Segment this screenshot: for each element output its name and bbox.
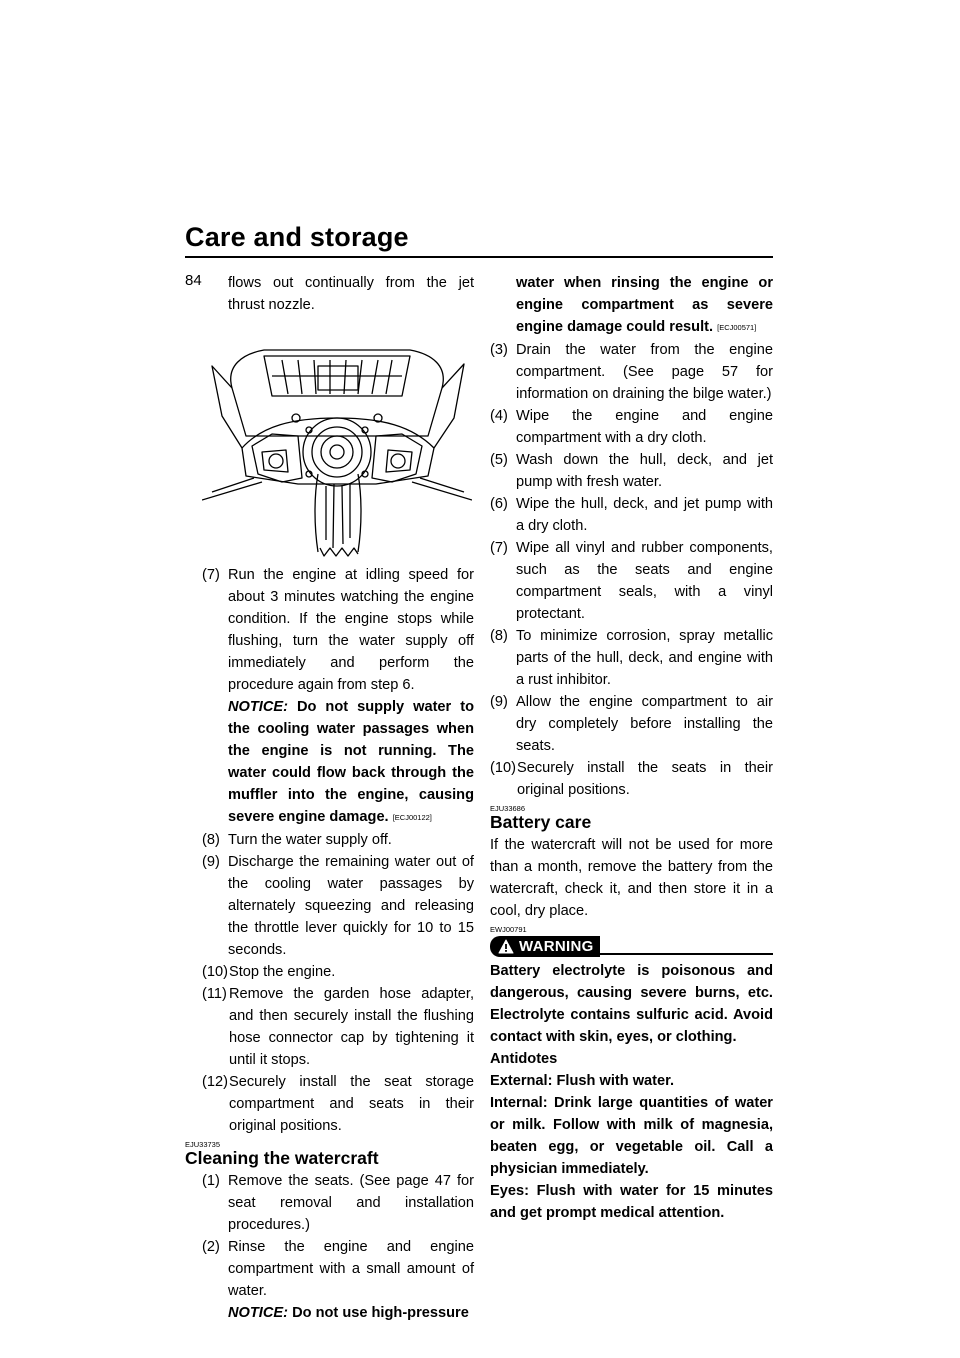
antidote-internal: Internal: Drink large quantities of water or milk. Follow with milk of magnesia, beaten egg, or vegetable oil. Call a physician immediately. xyxy=(490,1095,773,1177)
warning-badge xyxy=(490,936,600,957)
warning-header xyxy=(490,936,773,957)
notice-code: [ECJ00122] xyxy=(392,813,432,822)
page-title: Care and storage xyxy=(185,222,409,252)
cleaning-step-5 xyxy=(490,449,773,493)
step-number: (8) xyxy=(202,832,220,848)
step-text: Securely install the seat storage compartment and seats in their original positions. xyxy=(229,1074,474,1134)
step-text: Wipe the engine and engine compartment with a dry cloth. xyxy=(516,408,773,446)
step-number: (8) xyxy=(490,628,508,644)
cleaning-step-10 xyxy=(490,757,773,801)
section-ref-code: EJU33686 xyxy=(490,804,526,813)
notice-text: Do not supply water to the cooling water passages when the engine is not running. The water could flow back through the muffler into the engine, causing severe engine damage. xyxy=(228,699,474,825)
step-text: Stop the engine. xyxy=(229,964,336,980)
section-ref-code: EJU33735 xyxy=(185,1140,221,1149)
cleaning-step-3 xyxy=(490,339,773,405)
step-10 xyxy=(202,961,474,983)
step-8 xyxy=(202,829,474,851)
step-text: To minimize corrosion, spray metallic parts of the hull, deck, and engine with a rust inhibitor. xyxy=(516,628,773,688)
step-number: (9) xyxy=(490,694,508,710)
step-text xyxy=(228,564,474,829)
step-number: (4) xyxy=(490,408,508,424)
notice-continuation xyxy=(490,272,773,339)
step-text: Remove the seats. (See page 47 for seat removal and installation procedures.) xyxy=(228,1173,474,1233)
step-number: (6) xyxy=(490,496,508,512)
step-12 xyxy=(202,1071,474,1137)
step-11 xyxy=(202,983,474,1071)
engine-flushing-illustration xyxy=(202,326,472,558)
right-column xyxy=(490,272,773,1224)
step-number: (1) xyxy=(202,1173,220,1189)
warning-label: WARNING xyxy=(519,937,594,955)
step-7 xyxy=(202,564,474,829)
cleaning-step-9 xyxy=(490,691,773,757)
antidotes-heading: Antidotes xyxy=(490,1051,558,1067)
cleaning-step-7 xyxy=(490,537,773,625)
cleaning-step-4 xyxy=(490,405,773,449)
warning-text: Battery electrolyte is poisonous and dangerous, causing severe burns, etc. Electrolyte contains sulfuric acid. Avoid contact with skin, eyes, or clothing. xyxy=(490,963,773,1045)
step-number: (5) xyxy=(490,452,508,468)
step-text: Remove the garden hose adapter, and then securely install the flushing hose connector cap by tightening it until it stops. xyxy=(229,986,474,1068)
header-rule xyxy=(185,256,773,258)
step-text: Wash down the hull, deck, and jet pump with fresh water. xyxy=(516,452,773,490)
step-number: (12) xyxy=(202,1074,228,1090)
step-7-text: Run the engine at idling speed for about 3 minutes watching the engine condition. If the engine stops while flushing, turn the water supply off immediately and perform the procedure again from step 6. xyxy=(228,567,474,693)
step-text: Securely install the seats in their original positions. xyxy=(517,760,773,798)
cleaning-step-1 xyxy=(202,1170,474,1236)
step-text: Discharge the remaining water out of the cooling water passages by alternately squeezing and releasing the throttle lever quickly for 10 to 15 seconds. xyxy=(228,854,474,958)
warning-triangle-icon xyxy=(498,939,514,954)
step-text xyxy=(228,1236,474,1324)
step-number: (3) xyxy=(490,342,508,358)
step-text: Allow the engine compartment to air dry completely before installing the seats. xyxy=(516,694,773,754)
notice-text: Do not use high-pressure xyxy=(292,1305,469,1321)
engine-illustration-svg xyxy=(202,326,472,558)
step-text: Wipe all vinyl and rubber components, such as the seats and engine compartment seals, with a vinyl protectant. xyxy=(516,540,773,622)
battery-text: If the watercraft will not be used for more than a month, remove the battery from the watercraft, check it, and then store it in a cool, dry place. xyxy=(490,837,773,919)
section-heading-battery: Battery care xyxy=(490,812,592,832)
notice-continuation-text: water when rinsing the engine or engine compartment as severe engine damage could result. xyxy=(516,275,773,335)
cleaning-step-6 xyxy=(490,493,773,537)
antidote-eyes: Eyes: Flush with water for 15 minutes and get prompt medical attention. xyxy=(490,1183,773,1221)
warning-ref-code: EWJ00791 xyxy=(490,925,527,934)
notice-label: NOTICE: xyxy=(228,699,288,715)
warning-rule xyxy=(600,953,773,955)
page-number: 84 xyxy=(185,272,202,289)
step-text: Wipe the hull, deck, and jet pump with a dry cloth. xyxy=(516,496,773,534)
cleaning-step-8 xyxy=(490,625,773,691)
step-number: (10) xyxy=(490,760,516,776)
antidote-external: External: Flush with water. xyxy=(490,1073,675,1089)
notice-label: NOTICE: xyxy=(228,1305,288,1321)
intro-text: flows out continually from the jet thrust nozzle. xyxy=(228,275,474,313)
step-number: (11) xyxy=(202,986,227,1002)
step-text: Drain the water from the engine compartment. (See page 57 for information on draining the bilge water.) xyxy=(516,342,773,402)
cleaning-step-2 xyxy=(202,1236,474,1324)
notice-code: [ECJ00571] xyxy=(717,323,757,332)
step-number: (10) xyxy=(202,964,228,980)
step-number: (2) xyxy=(202,1239,220,1255)
step-number: (7) xyxy=(490,540,508,556)
step-text: Turn the water supply off. xyxy=(228,832,392,848)
step-9 xyxy=(202,851,474,961)
step-number: (7) xyxy=(202,567,220,583)
section-heading-cleaning: Cleaning the watercraft xyxy=(185,1148,379,1168)
cleaning-step-2-text: Rinse the engine and engine compartment with a small amount of water. xyxy=(228,1239,474,1299)
step-number: (9) xyxy=(202,854,220,870)
